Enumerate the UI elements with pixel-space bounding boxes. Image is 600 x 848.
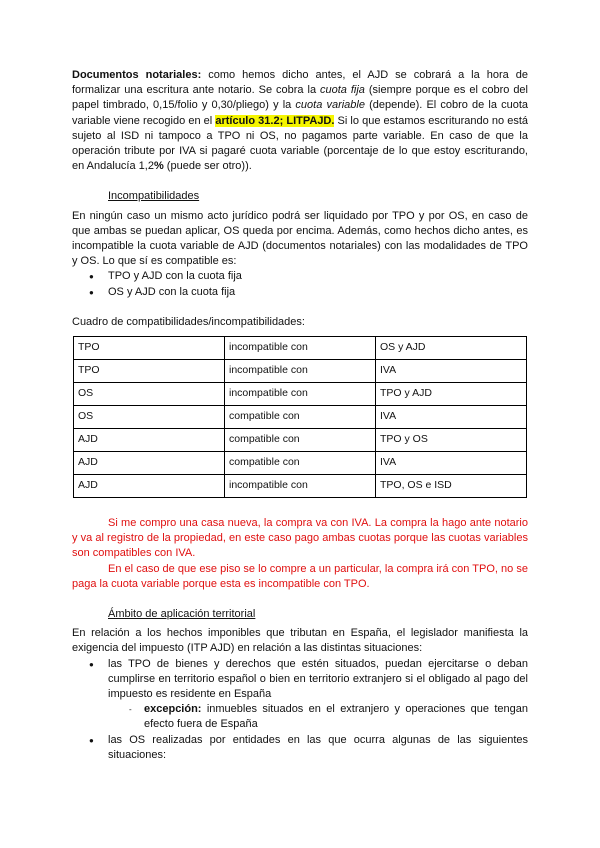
table-cell: AJD xyxy=(74,452,225,475)
table-cell: compatible con xyxy=(225,429,376,452)
cuota-variable: cuota variable xyxy=(295,99,365,112)
table-row xyxy=(74,383,527,406)
table-cell: incompatible con xyxy=(225,337,376,360)
table-cell: compatible con xyxy=(225,406,376,429)
table-cell: AJD xyxy=(74,475,225,498)
table-cell: TPO y AJD xyxy=(376,383,527,406)
incompat-heading: Incompatibilidades xyxy=(108,190,200,203)
compat-table xyxy=(73,336,527,498)
table-cell: TPO xyxy=(74,337,225,360)
list-item: ● OS y AJD con la cuota fija xyxy=(72,285,528,300)
list-item: ● las TPO de bienes y derechos que estén situados, puedan ejercitarse o deban cumplirse en territorio español o bien en territorio extranjero si el obligado al pago del impuesto es residente en España - excepción: inmuebles situados en el extranjero y operaciones que tengan efecto fuera de España xyxy=(72,657,528,733)
ambito-paragraph: En relación a los hechos imponibles que tributan en España, el legislador manifiesta la exigencia del impuesto (ITP AJD) en relación a las distintas situaciones: xyxy=(72,627,528,655)
table-row xyxy=(74,429,527,452)
ambito-list xyxy=(72,657,528,763)
table-cell: IVA xyxy=(376,406,527,429)
table-cell: incompatible con xyxy=(225,383,376,406)
table-caption: Cuadro de compatibilidades/incompatibilidades: xyxy=(72,315,305,328)
ambito-heading: Ámbito de aplicación territorial xyxy=(108,608,256,621)
table-cell: incompatible con xyxy=(225,475,376,498)
table-cell: incompatible con xyxy=(225,360,376,383)
table-cell: OS y AJD xyxy=(376,337,527,360)
notarial-paragraph: Documentos notariales: como hemos dicho antes, el AJD se cobrará a la hora de formalizar una escritura ante notario. Se cobra la cuota fija (siempre porque es el cobro del papel timbrado, 0,15/folio y 0,30/pliego) y la cuota variable (depende). El cobro de la cuota variable viene recogido en el artículo 31.2; LITPAJD. Si lo que estamos escriturando no está sujeto al ISD ni tampoco a TPO ni OS, no pagamos parte variable. En caso de que la operación tribute por IVA si pagaré cuota variable (porcentaje de lo que estoy escriturando, en Andalucía 1,2% (puede ser otro)). xyxy=(72,69,528,173)
list-item: ● las OS realizadas por entidades en las que ocurra algunas de las siguientes situaciones: xyxy=(72,733,528,763)
table-cell: OS xyxy=(74,383,225,406)
list-item: ● TPO y AJD con la cuota fija xyxy=(72,269,528,284)
table-row xyxy=(74,406,527,429)
table-cell: OS xyxy=(74,406,225,429)
notarial-lead: Documentos notariales: xyxy=(72,69,202,81)
exception-list xyxy=(72,702,528,732)
table-row xyxy=(74,360,527,383)
red-paragraph-2: En el caso de que ese piso se lo compre a un particular, la compra irá con TPO, no se paga la cuota variable porque esta es incompatible con TPO. xyxy=(72,562,528,590)
table-cell: AJD xyxy=(74,429,225,452)
table-row xyxy=(74,337,527,360)
cuota-fija: cuota fija xyxy=(320,84,365,97)
document-page xyxy=(72,68,528,763)
red-paragraph-1: Si me compro una casa nueva, la compra va con IVA. La compra la hago ante notario y va al registro de la propiedad, en este caso pago ambas cuotas porque las cuotas variables son compatibles con IVA. xyxy=(72,517,528,560)
table-cell: TPO, OS e ISD xyxy=(376,475,527,498)
table-row xyxy=(74,475,527,498)
table-cell: IVA xyxy=(376,360,527,383)
highlighted-article: artículo 31.2; LITPAJD. xyxy=(215,114,335,127)
table-cell: IVA xyxy=(376,452,527,475)
compat-list xyxy=(72,269,528,299)
table-cell: compatible con xyxy=(225,452,376,475)
incompat-paragraph: En ningún caso un mismo acto jurídico podrá ser liquidado por TPO y por OS, en caso de que ambas se puedan aplicar, OS queda por encima. Además, como hechos dicho antes, es incompatible la cuota variable de AJD (documentos notariales) con las modalidades de TPO y OS. Lo que sí es compatible es: xyxy=(72,209,528,268)
table-cell: TPO y OS xyxy=(376,429,527,452)
table-row xyxy=(74,452,527,475)
table-cell: TPO xyxy=(74,360,225,383)
exception-item: - excepción: inmuebles situados en el extranjero y operaciones que tengan efecto fuera de España xyxy=(72,702,528,732)
